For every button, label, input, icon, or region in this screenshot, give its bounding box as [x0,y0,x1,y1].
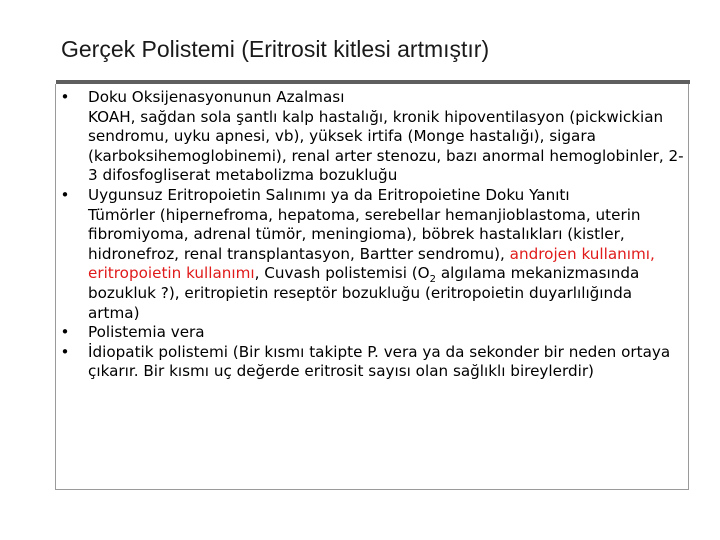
bullet-icon: • [60,342,70,361]
bullet-list [59,88,685,382]
list-item-body [88,206,685,324]
bullet-icon: • [60,88,70,106]
list-item-tissue-oxygenation [59,88,685,186]
bullet-icon: • [60,185,70,204]
slide-title: Gerçek Polistemi (Eritrosit kitlesi artmıştır) [61,36,490,62]
body-text: Tümörler (hipernefroma, hepatoma, serebellar hemanjioblastoma, uterin fibromiyoma, adrenal tümör, meningioma), böbrek hastalıkları (kistler, hidronefroz, renal transplantasyon, Bartter sendromu), [88,205,641,263]
list-item-heading: Polistemia vera [88,323,205,342]
subscript-text: 2 [429,274,437,286]
body-text: algılama mekanizmasında bozukluk ?), eritropietin reseptör bozukluğu (eritropoietin duyarlılığında artma) [88,264,640,322]
list-item-body: KOAH, sağdan sola şantlı kalp hastalığı, kronik hipoventilasyon (pickwickian sendromu, uyku apnesi, vb), yüksek irtifa (Monge hastalığı), sigara (karboksihemoglobinemi), renal arter stenozu, bazı anormal hemoglobinler, 2-3 difosfogliserat metabolizma bozukluğu [88,107,684,185]
bullet-icon: • [60,323,70,342]
list-item-inappropriate-epo [59,186,685,323]
list-item-heading: Doku Oksijenasyonunun Azalması [88,88,345,106]
body-text: , Cuvash polistemisi (O [254,264,430,283]
highlighted-text: androjen kullanımı, eritropoietin kullanımı [88,244,655,283]
list-item-heading: Uygunsuz Eritropoietin Salınımı ya da Eritropoietine Doku Yanıtı [88,185,570,204]
list-item-polycythemia-vera [59,323,685,343]
list-item-idiopathic [59,343,685,382]
list-item-heading: İdiopatik polistemi (Bir kısmı takipte P. vera ya da sekonder bir neden ortaya çıkarır. Bir kısmı uç değerde eritrosit sayısı olan sağlıklı bireylerdir) [88,342,671,381]
